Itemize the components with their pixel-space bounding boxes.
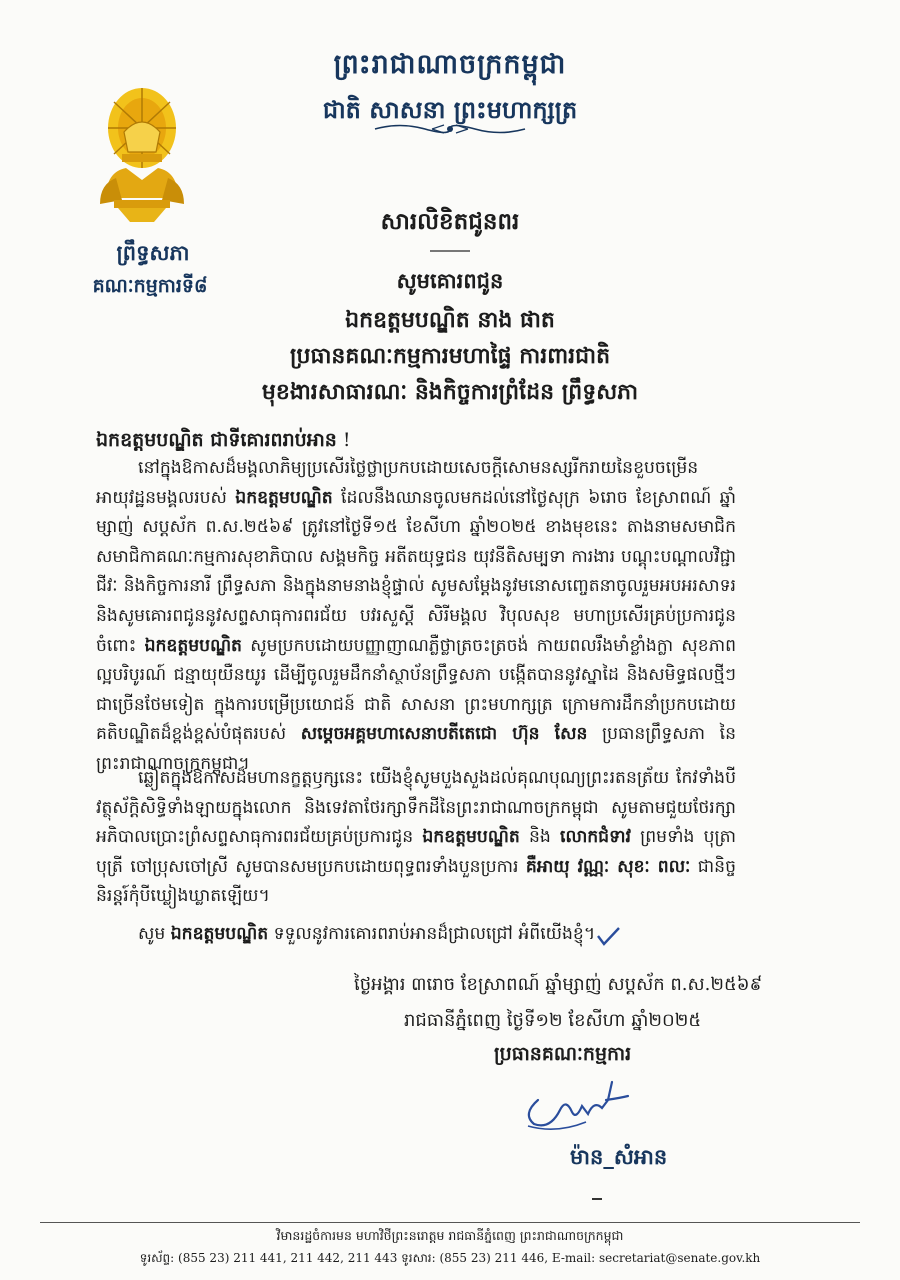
national-motto: ជាតិ សាសនា ព្រះមហាក្សត្រ	[322, 95, 578, 124]
p3-honorific: ឯកឧត្តមបណ្ឌិត	[170, 924, 269, 944]
greeting-line: សូមគោរពជូន	[396, 268, 504, 293]
footer-divider	[40, 1222, 860, 1223]
p1-senate-president: សម្តេចអគ្គមហាសេនាបតីតេជោ ហ៊ុន សែន	[300, 724, 588, 745]
p1-text-a: នៅក្នុងឱកាសដ៏មង្គលាភិម្យប្រសើរថ្លៃថ្លាប្រកបដោយសេចក្តីសោមនស្សរីករាយនៃខួបចម្រើនអាយុវដ្ឋនមង្គលរបស់	[96, 458, 699, 508]
p2-text-c: និង	[519, 827, 560, 848]
signer-title: ប្រធានគណៈកម្មការ	[494, 1043, 632, 1065]
lunar-date: ថ្ងៃអង្គារ ៣រោច ខែស្រាពណ៍ ឆ្នាំម្សាញ់ សប្តស័ក ព.ស.២៥៦៩	[354, 974, 763, 995]
senate-name: ព្រឹទ្ធសភា	[116, 240, 190, 265]
paragraph-3	[96, 920, 736, 950]
place-date: រាជធានីភ្នំពេញ ថ្ងៃទី១២ ខែសីហា ឆ្នាំ២០២៥	[404, 1010, 702, 1031]
kingdom-title: ព្រះរាជាណាចក្រកម្ពុជា	[333, 49, 567, 80]
p2-text-a: ឆ្លៀតក្នុងឱកាសដ៏មហានក្ខត្តឫក្សនេះ យើងខ្ញុំសូមបួងសួងដល់គុណបុណ្យព្រះរតនត្រ័យ កែវទាំងបី វត្ថុស័ក្តិសិទ្ធិទាំងឡាយក្នុងលោក និងទេវតាថែរក្សាទឹកដីនៃព្រះរាជាណាចក្រកម្ពុជា សូមតាមជួយថែរក្សា អភិបាលប្រោះព្រំសព្ទសាធុការពរជ័យគ្រប់ប្រការជូន	[96, 768, 736, 848]
p1-honorific-2: ឯកឧត្តមបណ្ឌិត	[144, 635, 242, 656]
p2-blessings: គឺអាយុ វណ្ណៈ សុខៈ ពលៈ	[525, 856, 691, 877]
p1-text-e: សូមប្រកបដោយបញ្ញាញាណភ្លឺថ្លាត្រចះត្រចង់ កាយពលរឹងមាំខ្លាំងក្លា សុខភាពល្អបរិបូរណ៍ ជន្មាយុយឺនយូរ ដើម្បីចូលរួមដឹកនាំស្ថាប័នព្រឹទ្ធសភា បង្កើតបាននូវស្នាដៃ និងសមិទ្ធផលថ្មីៗជាច្រើនថែមទៀត ក្នុងការបម្រើប្រយោជន៍ ជាតិ សាសនា ព្រះមហាក្សត្រ ក្រោមការដឹកនាំប្រកបដោយគតិបណ្ឌិតដ៏ខ្ពង់ខ្ពស់បំផុតរបស់	[96, 635, 736, 745]
signature-image	[516, 1070, 646, 1134]
p3-text-c: ទទួលនូវការគោរពរាប់អានដ៏ជ្រាលជ្រៅ អំពីយើងខ្ញុំ។	[268, 924, 596, 944]
senate-emblem-icon	[92, 72, 192, 232]
letterhead	[300, 48, 600, 130]
salutation	[96, 428, 351, 456]
recipient-name: ឯកឧត្តមបណ្ឌិត នាង ផាត	[345, 307, 555, 333]
footer-contact: ទូរស័ព្ទ: (855 23) 211 441, 211 442, 211 443 ទូរសារ: (855 23) 211 446, E-mail: secretariat@senate.gov.kh	[139, 1251, 761, 1265]
p1-text-g: ប្រធានព្រឹទ្ធសភា នៃព្រះរាជាណាចក្រកម្ពុជា។	[96, 724, 736, 774]
paragraph-1	[96, 454, 736, 774]
check-mark-icon	[595, 924, 621, 946]
title-divider	[430, 250, 470, 252]
p1-honorific: ឯកឧត្តមបណ្ឌិត	[235, 487, 333, 508]
ornament-divider-icon	[370, 122, 530, 136]
signature-dash	[592, 1198, 602, 1200]
p2-lady: លោកជំទាវ	[560, 827, 631, 848]
recipient-position-1: ប្រធានគណៈកម្មការមហាផ្ទៃ ការពារជាតិ	[289, 343, 611, 369]
p2-text-g: ជានិច្ចនិរន្តរ៍កុំបីឃ្លៀងឃ្លាតឡើយ។	[96, 856, 736, 907]
paragraph-2	[96, 764, 736, 914]
footer-address: វិមានរដ្ឋចំការមន មហាវិថីព្រះនរោត្តម រាជធានីភ្នំពេញ ព្រះរាជាណាចក្រកម្ពុជា	[276, 1228, 624, 1243]
committee-name: គណៈកម្មការទី៨	[92, 275, 208, 297]
p2-honorific: ឯកឧត្តមបណ្ឌិត	[422, 827, 520, 848]
p3-text-a: សូម	[138, 924, 171, 944]
salutation-mark: !	[342, 429, 351, 451]
p1-text-c: ដែលនឹងឈានចូលមកដល់នៅថ្ងៃសុក្រ ៦រោច ខែស្រាពណ៍ ឆ្នាំម្សាញ់ សប្តស័ក ព.ស.២៥៦៩ ត្រូវនៅថ្ងៃទី១៥ ខែសីហា ឆ្នាំ២០២៥ ខាងមុខនេះ តាងនាមសមាជិក សមាជិកាគណៈកម្មការសុខាភិបាល សង្គមកិច្ច អតីតយុទ្ធជន យុវនីតិសម្បទា ការងារ បណ្តុះបណ្តាលវិជ្ជាជីវៈ និងកិច្ចការនារី ព្រឹទ្ធសភា និងក្នុងនាមនាងខ្ញុំផ្ទាល់ សូមសម្តែងនូវមនោសញ្ចេតនាចូលរួមអបអរសាទរ និងសូមគោរពជូននូវសព្ទសាធុការពរជ័យ បវរសួស្តី សិរីមង្គល វិបុលសុខ មហាប្រសើរគ្រប់ប្រការជូនចំពោះ	[96, 487, 736, 656]
salutation-text: ឯកឧត្តមបណ្ឌិត ជាទីគោរពរាប់អាន	[96, 429, 337, 451]
recipient-position-2: មុខងារសាធារណៈ និងកិច្ចការព្រំដែន ព្រឹទ្ធសភា	[261, 379, 639, 405]
signer-name: ម៉ាន_សំអាន	[570, 1144, 668, 1169]
p2-text-e: ព្រមទាំង បុត្រាបុត្រី ចៅប្រុសចៅស្រី សូមបានសមប្រកបដោយពុទ្ធពរទាំងបួនប្រការ	[96, 827, 736, 877]
document-title: សារលិខិតជូនពរ	[380, 208, 520, 235]
